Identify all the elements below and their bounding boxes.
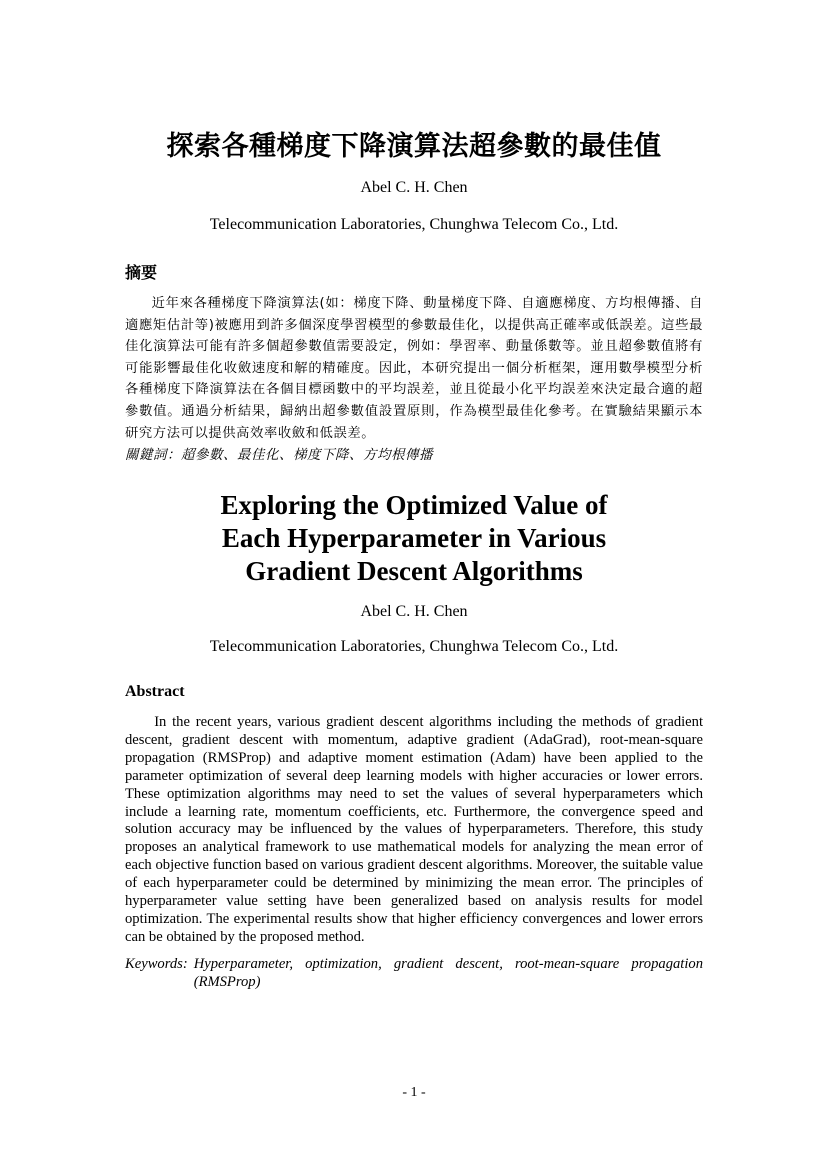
page-number: - 1 - [402, 1085, 426, 1100]
english-affiliation: Telecommunication Laboratories, Chunghwa Telecom Co., Ltd. [209, 638, 619, 655]
chinese-title: 探索各種梯度下降演算法超參數的最佳值 [166, 131, 662, 162]
english-title-line-3: Gradient Descent Algorithms [245, 556, 583, 586]
chinese-abstract-body: 近年來各種梯度下降演算法(如：梯度下降、動量梯度下降、自適應梯度、方均根傳播、自適應矩估計等)被應用到許多個深度學習模型的參數最佳化，以提供高正確率或低誤差。這些最佳化演算法可能有許多個超參數值需要設定，例如：學習率、動量係數等。並且超參數值將有可能影響最佳化收斂速度和解的精確度。因此，本研究提出一個分析框架，運用數學模型分析各種梯度下降演算法在各個目標函數中的平均誤差，並且從最小化平均誤差來決定最合適的超參數值。通過分析結果，歸納出超參數值設置原則，作為模型最佳化參考。在實驗結果顯示本研究方法可以提供高效率收斂和低誤差。 [125, 296, 703, 441]
english-keywords-text: Hyperparameter, optimization, gradient descent, root-mean-square propagation (RMSProp) [193, 956, 703, 990]
english-title-line-2: Each Hyperparameter in Various [221, 523, 607, 553]
english-title-line-1: Exploring the Optimized Value of [220, 490, 608, 520]
english-title [0, 489, 828, 588]
english-abstract-heading: Abstract [125, 683, 185, 700]
chinese-author: Abel C. H. Chen [360, 179, 468, 196]
english-keywords [125, 956, 703, 992]
chinese-affiliation: Telecommunication Laboratories, Chunghwa Telecom Co., Ltd. [209, 216, 619, 233]
english-abstract-body: In the recent years, various gradient descent algorithms including the methods of gradient descent, gradient descent with momentum, adaptive gradient (AdaGrad), root-mean-square propagation (RMSProp) and adaptive moment estimation (Adam) have been applied to the parameter optimization of several deep learning models with higher accuracies or lower errors. These optimization algorithms may need to set the values of several hyperparameters which include a learning rate, momentum coefficients, etc. Furthermore, the convergence speed and solution accuracy may be influenced by the values of hyperparameters. Therefore, this study proposes an analytical framework to use mathematical models for analyzing the mean error of each objective function based on various gradient descent algorithms. Moreover, the suitable value of each hyperparameter could be determined by minimizing the mean error. The principles of hyperparameter value setting have been generalized based on analysis results for model optimization. The experimental results show that higher efficiency convergences and lower errors can be obtained by the proposed method. [125, 714, 703, 945]
english-author: Abel C. H. Chen [360, 603, 468, 620]
english-keywords-label: Keywords: [125, 956, 188, 972]
chinese-keywords: 關鍵詞：超參數、最佳化、梯度下降、方均根傳播 [125, 447, 433, 463]
chinese-abstract-heading: 摘要 [125, 263, 158, 282]
